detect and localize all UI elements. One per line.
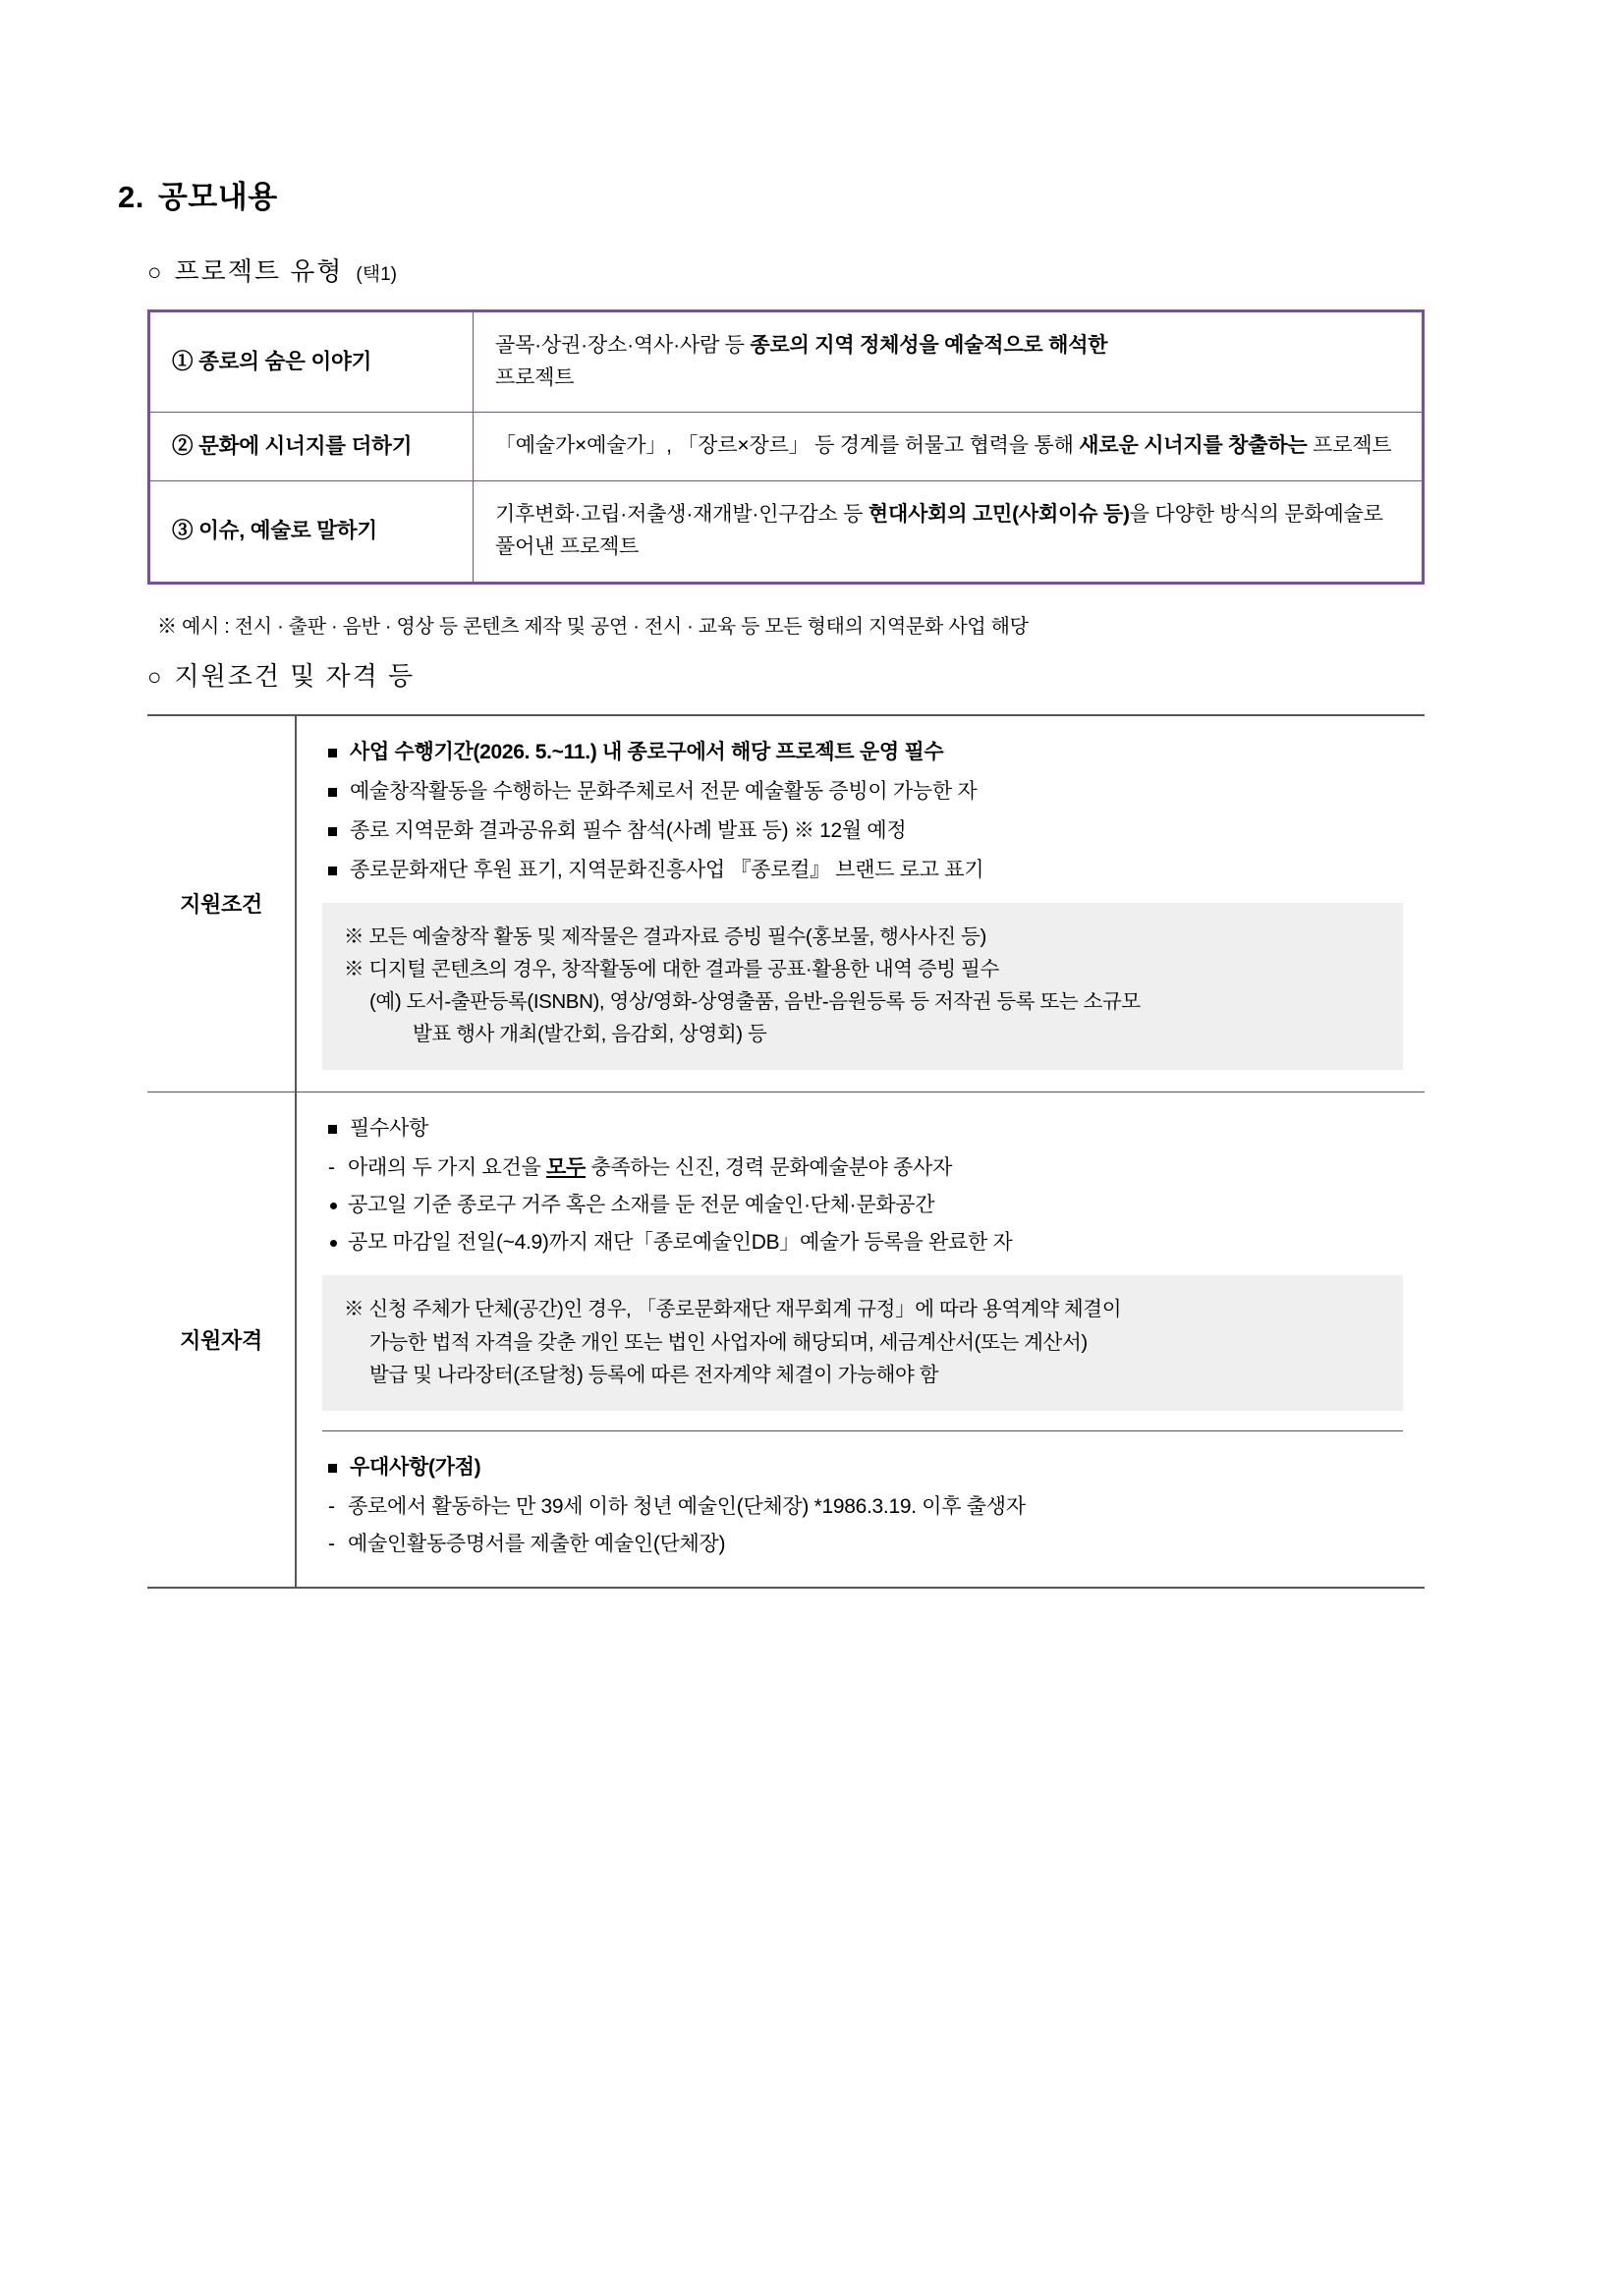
- preference-section: [322, 1451, 1403, 1561]
- desc-post: 을 다양한 방식의 문화예술로 풀어낸 프로젝트: [495, 503, 1383, 558]
- desc-pre: 「예술가×예술가」, 「장르×장르」 등 경계를 허물고 협력을 통해: [495, 434, 1080, 458]
- table-row-qualification: [147, 1092, 1425, 1588]
- list-item: - 예술인활동증명서를 제출한 예술인(단체장): [322, 1528, 1403, 1561]
- note-line: 발표 행사 개최(발간회, 음감회, 상영회) 등: [413, 1023, 767, 1046]
- inner-divider: [322, 1430, 1403, 1431]
- project-type-heading-suffix: (택1): [356, 264, 397, 285]
- table-row: [149, 413, 1424, 481]
- preference-title-list: [322, 1451, 1403, 1484]
- required-title: 필수사항: [322, 1112, 1403, 1146]
- desc-bold: 종로의 지역 정체성을 예술적으로 해석한: [750, 334, 1108, 357]
- note-line: (예) 도서-출판등록(ISNBN), 영상/영화-상영출품, 음반-음원등록 등 저작권 등록 또는 소규모: [369, 989, 1141, 1013]
- circle-bullet-icon: ○: [147, 663, 162, 691]
- page-title: [118, 172, 1513, 216]
- type-row-desc: [474, 311, 1424, 413]
- desc-pre: 기후변화·고립·저출생·재개발·인구감소 등: [495, 503, 868, 527]
- note-line: ※ 디지털 콘텐츠의 경우, 창작활동에 대한 결과를 공표·활용한 내역 증빙 필수: [344, 957, 999, 980]
- document-content: [118, 172, 1513, 1589]
- desc-bold: 현대사회의 고민(사회이슈 등): [868, 503, 1130, 527]
- note-line: ※ 모든 예술창작 활동 및 제작물은 결과자료 증빙 필수(홍보물, 행사사진 등): [344, 924, 986, 948]
- list-item: 사업 수행기간(2026. 5.~11.) 내 종로구에서 해당 프로젝트 운영 필수: [322, 736, 1403, 769]
- project-type-table: [147, 309, 1425, 585]
- note-line: 발급 및 나라장터(조달청) 등록에 따른 전자계약 체결이 가능해야 함: [369, 1363, 939, 1386]
- project-type-heading: [118, 252, 1513, 288]
- support-conditions-table: [147, 714, 1425, 1590]
- table-row: [149, 311, 1424, 413]
- list-item: 공고일 기준 종로구 거주 혹은 소재를 둔 전문 예술인·단체·문화공간: [322, 1189, 1403, 1222]
- list-item: 종로문화재단 후원 표기, 지역문화진흥사업 『종로컬』 브랜드 로고 표기: [322, 854, 1403, 887]
- desc-post: 프로젝트: [495, 365, 575, 389]
- table-row-condition: [147, 715, 1425, 1092]
- example-note: ※ 예시 : 전시 · 출판 · 음반 · 영상 등 콘텐츠 제작 및 공연 · 전시 · 교육 등 모든 형태의 지역문화 사업 해당: [157, 615, 1029, 638]
- type-row-label: ③ 이슈, 예술로 말하기: [149, 481, 474, 583]
- required-dot-list: [322, 1189, 1403, 1260]
- condition-cell: [296, 715, 1425, 1092]
- table-row: [149, 481, 1424, 583]
- emphasis-modu: 모두: [546, 1156, 586, 1180]
- preference-list: [322, 1490, 1403, 1561]
- required-section: [322, 1112, 1403, 1146]
- note-line: 가능한 법적 자격을 갖춘 개인 또는 법인 사업자에 해당되며, 세금계산서(또는 계산서): [369, 1330, 1088, 1354]
- qualification-cell: [296, 1092, 1425, 1588]
- list-item: - 종로에서 활동하는 만 39세 이하 청년 예술인(단체장) *1986.3.19. 이후 출생자: [322, 1490, 1403, 1524]
- desc-bold: 새로운 시너지를 창출하는: [1079, 434, 1308, 458]
- required-dash-list: [322, 1151, 1403, 1185]
- section-number: 2.: [118, 180, 144, 214]
- row-label-qualification: 지원자격: [147, 1092, 296, 1588]
- type-row-desc: [474, 481, 1424, 583]
- list-item: 종로 지역문화 결과공유회 필수 참석(사례 발표 등) ※ 12월 예정: [322, 814, 1403, 848]
- row-label-condition: 지원조건: [147, 715, 296, 1092]
- desc-post: 프로젝트: [1307, 434, 1392, 458]
- circle-bullet-icon: ○: [147, 259, 162, 286]
- project-type-heading-text: 프로젝트 유형: [174, 256, 344, 286]
- type-row-desc: [474, 413, 1424, 481]
- condition-bullet-list: [322, 736, 1403, 887]
- section-title-text: 공모내용: [157, 180, 278, 214]
- list-item: - 아래의 두 가지 요건을 모두 충족하는 신진, 경력 문화예술분야 종사자: [322, 1151, 1403, 1185]
- desc-pre: 골목·상권·장소·역사·사람 등: [495, 334, 751, 357]
- condition-note-box: [322, 903, 1403, 1071]
- note-line: ※ 신청 주체가 단체(공간)인 경우, 「종로문화재단 재무회계 규정」에 따라 용역계약 체결이: [344, 1298, 1122, 1321]
- type-row-label: ② 문화에 시너지를 더하기: [149, 413, 474, 481]
- support-heading: [118, 656, 1513, 693]
- qualification-note-box: [322, 1275, 1403, 1411]
- preference-title: 우대사항(가점): [322, 1451, 1403, 1484]
- support-heading-text: 지원조건 및 자격 등: [174, 660, 416, 691]
- qualification-body: [297, 1092, 1425, 1587]
- list-item: 예술창작활동을 수행하는 문화주체로서 전문 예술활동 증빙이 가능한 자: [322, 775, 1403, 809]
- type-row-label: ① 종로의 숨은 이야기: [149, 311, 474, 413]
- list-item: 공모 마감일 전일(~4.9)까지 재단「종로예술인DB」예술가 등록을 완료한 자: [322, 1226, 1403, 1260]
- condition-body: [297, 716, 1425, 1092]
